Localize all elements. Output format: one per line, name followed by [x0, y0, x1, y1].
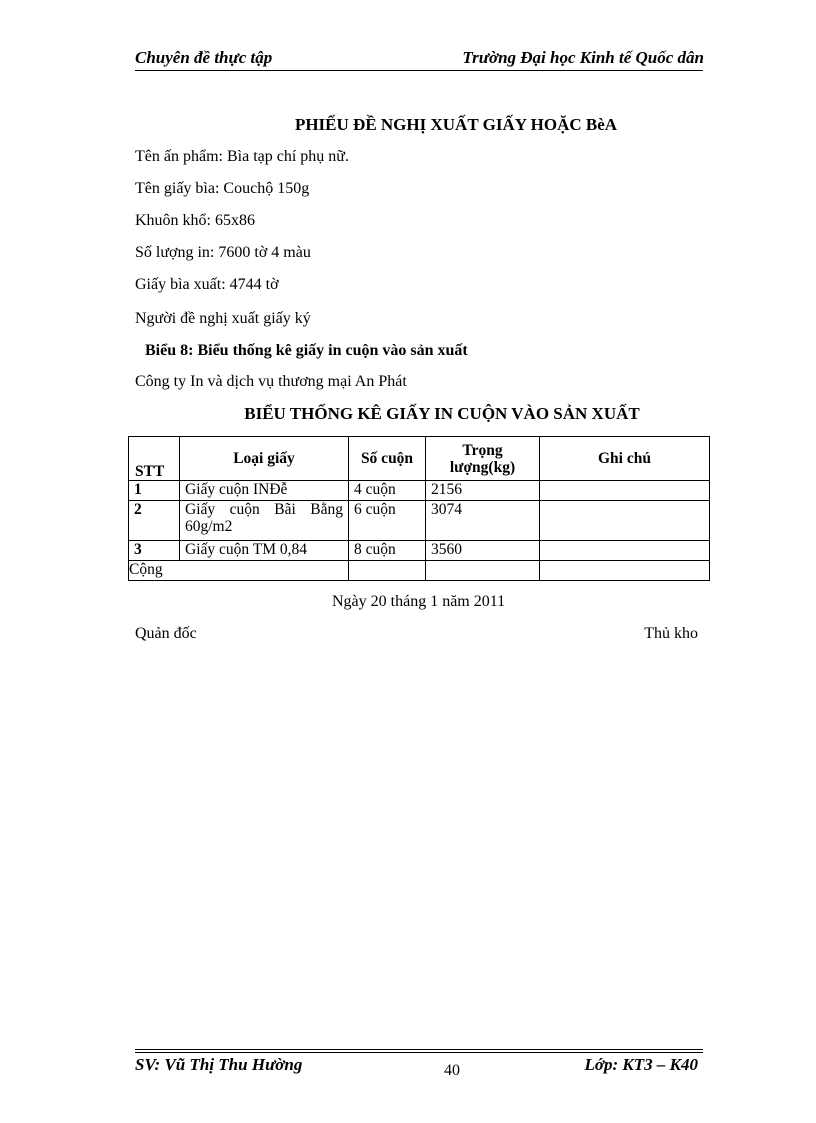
cell-roll-count: 6 cuộn: [349, 501, 426, 541]
cover-paper-issued-line: Giấy bìa xuất: 4744 tờ: [135, 276, 279, 293]
total-roll-count: [349, 561, 426, 581]
footer-class: Lớp: KT3 – K40: [584, 1055, 698, 1074]
table-row: [129, 541, 710, 561]
cover-paper-line: Tên giấy bìa: Couchộ 150g: [135, 180, 310, 197]
footer-rule: [135, 1049, 703, 1050]
cell-stt: 1: [129, 481, 180, 501]
date-line: Ngày 20 tháng 1 năm 2011: [332, 593, 506, 610]
publication-name-line: Tên ấn phẩm: Bìa tạp chí phụ nữ.: [135, 148, 349, 165]
cell-roll-count: 8 cuộn: [349, 541, 426, 561]
cell-stt: 3: [129, 541, 180, 561]
column-header-notes: Ghi chú: [540, 437, 710, 481]
paper-roll-statistics-table: [128, 436, 710, 581]
signer-storekeeper: Thủ kho: [644, 625, 698, 642]
total-label: Cộng: [129, 561, 349, 581]
cell-weight: 2156: [426, 481, 540, 501]
cell-paper-type: Giấy cuộn TM 0,84: [180, 541, 349, 561]
header-rule: [135, 70, 703, 71]
format-size-line: Khuôn khổ: 65x86: [135, 212, 255, 229]
cell-notes: [540, 541, 710, 561]
print-quantity-line: Số lượng in: 7600 tờ 4 màu: [135, 244, 311, 261]
footer-rule: [135, 1052, 703, 1053]
column-header-stt: STT: [129, 437, 180, 481]
company-name: Công ty In và dịch vụ thương mại An Phát: [135, 373, 407, 390]
signer-foreman: Quản đốc: [135, 625, 197, 642]
running-header-left: Chuyên đề thực tập: [135, 48, 273, 67]
total-weight: [426, 561, 540, 581]
cell-roll-count: 4 cuộn: [349, 481, 426, 501]
column-header-weight: Trọng lượng(kg): [426, 437, 540, 481]
cell-weight: 3560: [426, 541, 540, 561]
cell-notes: [540, 501, 710, 541]
cell-paper-type: Giấy cuộn INĐễ: [180, 481, 349, 501]
cell-paper-type: Giấy cuộn Bãi Bằng 60g/m2: [180, 501, 349, 541]
cell-weight: 3074: [426, 501, 540, 541]
document-title: PHIẾU ĐỀ NGHỊ XUẤT GIẤY HOẶC BèA: [294, 115, 618, 134]
cell-stt: 2: [129, 501, 180, 541]
column-header-paper-type: Loại giấy: [180, 437, 349, 481]
cell-notes: [540, 481, 710, 501]
column-header-roll-count: Số cuộn: [349, 437, 426, 481]
page-number: 40: [444, 1062, 460, 1079]
footer-student-name: SV: Vũ Thị Thu Hường: [135, 1055, 303, 1074]
running-header-right: Trường Đại học Kinh tế Quốc dân: [462, 48, 704, 67]
table-total-row: [129, 561, 710, 581]
requester-signature-line: Người đề nghị xuất giấy ký: [135, 310, 311, 327]
table-row: [129, 481, 710, 501]
table-title: BIỂU THỐNG KÊ GIẤY IN CUỘN VÀO SẢN XUẤT: [244, 404, 640, 423]
table-row: [129, 501, 710, 541]
table-caption: Biểu 8: Biểu thống kê giấy in cuộn vào sản xuất: [145, 342, 468, 359]
table-header-row: [129, 437, 710, 481]
total-notes: [540, 561, 710, 581]
